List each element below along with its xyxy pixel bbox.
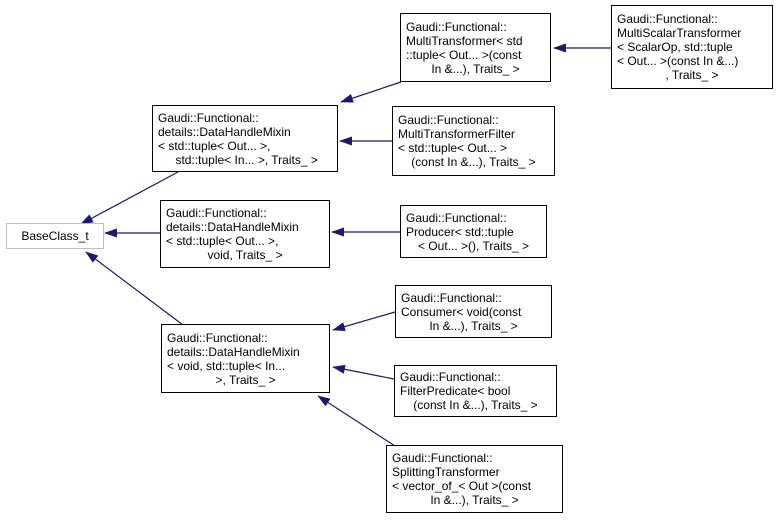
node-label-line: Gaudi::Functional:: bbox=[401, 290, 502, 305]
edge-consumer-to-datahandlemixin-void-in bbox=[333, 312, 395, 330]
node-label-line: Gaudi::Functional:: bbox=[400, 370, 501, 384]
node-label-line: Gaudi::Functional:: bbox=[166, 206, 267, 220]
node-label-line: < std::tuple< Out... > bbox=[398, 141, 508, 155]
node-label-line: (const In &...), Traits_ > bbox=[413, 398, 538, 412]
node-label-line: Gaudi::Functional:: bbox=[406, 19, 507, 34]
node-label-line: < ScalarOp, std::tuple bbox=[617, 40, 733, 54]
node-label-line: In &...), Traits_ > bbox=[430, 493, 519, 507]
node-splittingtransformer[interactable] bbox=[386, 445, 563, 513]
node-label-line: < void, std::tuple< In... bbox=[167, 358, 286, 373]
node-datahandlemixin-out-void[interactable] bbox=[160, 200, 330, 268]
node-label-line: Gaudi::Functional:: bbox=[158, 110, 259, 125]
node-multiscalartransformer[interactable] bbox=[611, 5, 773, 89]
node-label-line: MultiTransformer< std bbox=[406, 33, 523, 48]
edge-splittingtransformer-to-datahandlemixin-void-in bbox=[318, 396, 395, 446]
node-label-line: details::DataHandleMixin bbox=[158, 124, 291, 139]
edge-filterpredicate-to-datahandlemixin-void-in bbox=[333, 367, 394, 379]
node-label-line: In &...), Traits_ > bbox=[431, 61, 520, 76]
node-filterpredicate[interactable] bbox=[394, 365, 557, 417]
node-label-line: Gaudi::Functional:: bbox=[398, 113, 499, 127]
node-label-line: Producer< std::tuple bbox=[406, 224, 514, 239]
node-label-line: MultiTransformerFilter bbox=[398, 127, 515, 141]
node-label-line: , Traits_ > bbox=[665, 68, 719, 82]
node-consumer[interactable] bbox=[395, 285, 552, 338]
node-datahandlemixin-out-in[interactable] bbox=[152, 105, 338, 172]
node-label-line: std::tuple< In... >, Traits_ > bbox=[172, 152, 318, 167]
node-label-line: void, Traits_ > bbox=[207, 248, 283, 262]
node-label-line: details::DataHandleMixin bbox=[167, 344, 300, 359]
node-label-line: >, Traits_ > bbox=[215, 372, 276, 387]
node-label-line: SplittingTransformer bbox=[392, 465, 500, 479]
node-label-line: (const In &...), Traits_ > bbox=[411, 155, 536, 169]
node-baseclass-t bbox=[6, 223, 104, 249]
node-label-line: < std::tuple< Out... >, bbox=[158, 138, 271, 153]
edge-multitransformer-to-datahandlemixin-out-in bbox=[341, 82, 401, 102]
node-label-line: details::DataHandleMixin bbox=[166, 220, 299, 234]
node-label-line: Gaudi::Functional:: bbox=[392, 451, 493, 465]
node-producer[interactable] bbox=[400, 205, 547, 258]
node-label-line: < Out... >(), Traits_ > bbox=[417, 238, 530, 253]
node-multitransformerfilter[interactable] bbox=[392, 106, 555, 176]
node-label-line: < vector_of_< Out >(const bbox=[392, 479, 532, 493]
node-label-line: ::tuple< Out... >(const bbox=[406, 47, 522, 62]
node-label-line: Gaudi::Functional:: bbox=[617, 12, 718, 26]
node-label-line: < std::tuple< Out... >, bbox=[166, 234, 279, 248]
node-label-line: Gaudi::Functional:: bbox=[167, 330, 268, 345]
node-label-line: BaseClass_t bbox=[21, 229, 89, 243]
node-label-line: FilterPredicate< bool bbox=[400, 384, 511, 398]
node-label-line: In &...), Traits_ > bbox=[429, 318, 518, 333]
node-multitransformer[interactable] bbox=[400, 13, 551, 82]
node-label-line: MultiScalarTransformer bbox=[617, 26, 742, 40]
node-label-line: Gaudi::Functional:: bbox=[406, 210, 507, 225]
node-datahandlemixin-void-in[interactable] bbox=[161, 324, 330, 393]
node-label-line: < Out... >(const In &...) bbox=[617, 54, 739, 68]
node-label-line: Consumer< void(const bbox=[401, 304, 522, 319]
